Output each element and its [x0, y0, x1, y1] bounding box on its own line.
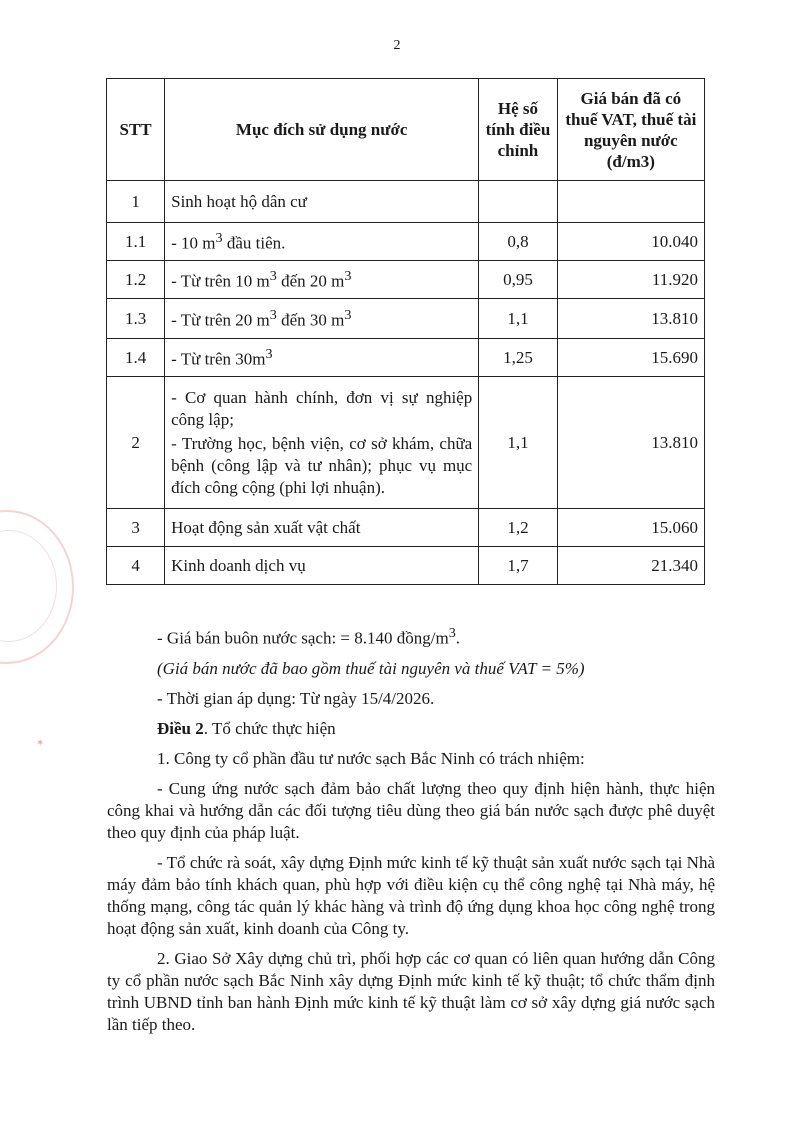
row-stt: 1.2 [107, 261, 165, 299]
table-row [107, 547, 705, 585]
purpose-line: - Cơ quan hành chính, đơn vị sự nghiệp công lập; [171, 387, 473, 429]
row-coefficient: 1,7 [479, 547, 557, 585]
ink-speck-icon: ✶ [36, 738, 45, 749]
superscript: 3 [269, 306, 277, 323]
row-price: 11.920 [557, 261, 704, 299]
row-stt: 1.3 [107, 299, 165, 339]
superscript: 3 [448, 625, 456, 641]
header-stt: STT [107, 79, 165, 181]
purpose-text: - Từ trên 20 m [171, 310, 270, 330]
water-price-table [106, 78, 705, 585]
purpose-text: - Từ trên 30m [171, 349, 266, 369]
table-row [107, 299, 705, 339]
row-purpose [165, 299, 479, 339]
row-price: 13.810 [557, 377, 704, 509]
purpose-text: đến 30 m [276, 310, 345, 330]
wholesale-text: . [455, 628, 461, 648]
row-stt: 3 [107, 509, 165, 547]
article-2-label: Điều 2 [157, 718, 204, 738]
row-coefficient: 1,1 [479, 377, 557, 509]
purpose-text: đầu tiên. [222, 233, 286, 253]
purpose-text: - Từ trên 10 m [171, 271, 270, 291]
row-stt: 2 [107, 377, 165, 509]
row-purpose [165, 377, 479, 509]
row-purpose [165, 339, 479, 377]
row-price: 13.810 [557, 299, 704, 339]
row-stt: 1.1 [107, 223, 165, 261]
table-row [107, 377, 705, 509]
table-row [107, 339, 705, 377]
row-coefficient: 0,8 [479, 223, 557, 261]
item-2: 2. Giao Sở Xây dựng chủ trì, phối hợp các cơ quan có liên quan hướng dẫn Công ty cổ phần nước sạch Bắc Ninh xây dựng Định mức kinh tế kỹ thuật; tổ chức thẩm định trình UBND tỉnh ban hành Định mức kinh tế kỹ thuật làm cơ sở xây dựng giá nước sạch lần tiếp theo. [107, 948, 715, 1034]
row-coefficient: 0,95 [479, 261, 557, 299]
row-coefficient: 1,25 [479, 339, 557, 377]
item-1: 1. Công ty cổ phần đầu tư nước sạch Bắc Ninh có trách nhiệm: [157, 748, 585, 768]
superscript: 3 [215, 229, 223, 246]
table-row [107, 223, 705, 261]
row-price: 15.690 [557, 339, 704, 377]
row-price [557, 181, 704, 223]
row-stt: 1 [107, 181, 165, 223]
effective-date: - Thời gian áp dụng: Từ ngày 15/4/2026. [157, 688, 435, 708]
table-row [107, 509, 705, 547]
table-row [107, 181, 705, 223]
body-text [107, 622, 715, 1044]
purpose-text: đến 20 m [276, 271, 345, 291]
header-purpose: Mục đích sử dụng nước [165, 79, 479, 181]
superscript: 3 [344, 306, 352, 323]
row-price: 21.340 [557, 547, 704, 585]
article-2-heading [107, 718, 715, 740]
row-purpose: Kinh doanh dịch vụ [165, 547, 479, 585]
row-coefficient [479, 181, 557, 223]
table-row [107, 261, 705, 299]
article-2-title: . Tổ chức thực hiện [203, 718, 336, 738]
superscript: 3 [265, 345, 273, 362]
row-coefficient: 1,1 [479, 299, 557, 339]
row-coefficient: 1,2 [479, 509, 557, 547]
price-note: (Giá bán nước đã bao gồm thuế tài nguyên và thuế VAT = 5%) [157, 658, 585, 678]
wholesale-price-line [107, 622, 715, 650]
header-price: Giá bán đã có thuế VAT, thuế tài nguyên nước (đ/m3) [557, 79, 704, 181]
row-purpose: Sinh hoạt hộ dân cư [165, 181, 479, 223]
header-coefficient: Hệ số tính điều chỉnh [479, 79, 557, 181]
row-price: 10.040 [557, 223, 704, 261]
table-header-row [107, 79, 705, 181]
item-1a: - Cung ứng nước sạch đảm bảo chất lượng theo quy định hiện hành, thực hiện công khai và hướng dẫn các đối tượng tiêu dùng theo giá bán nước sạch được phê duyệt theo quy định của pháp luật. [107, 778, 715, 842]
superscript: 3 [344, 267, 352, 284]
page-number: 2 [393, 38, 401, 53]
wholesale-text: - Giá bán buôn nước sạch: = 8.140 đồng/m [157, 628, 449, 648]
item-1b: - Tổ chức rà soát, xây dựng Định mức kinh tế kỹ thuật sản xuất nước sạch tại Nhà máy đảm bảo tính khách quan, phù hợp với điều kiện cụ thể công nghệ tại Nhà máy, hệ thống mạng, công tác quản lý khác hàng và trình độ ứng dụng khoa học công nghệ trong hoạt động sản xuất, kinh doanh của Công ty. [107, 852, 715, 938]
purpose-line: - Trường học, bệnh viện, cơ sở khám, chữa bệnh (công lập và tư nhân); phục vụ mục đích công cộng (phi lợi nhuận). [171, 433, 473, 497]
superscript: 3 [269, 267, 277, 284]
row-stt: 1.4 [107, 339, 165, 377]
row-purpose [165, 223, 479, 261]
purpose-text: - 10 m [171, 233, 216, 253]
row-purpose: Hoạt động sản xuất vật chất [165, 509, 479, 547]
row-stt: 4 [107, 547, 165, 585]
row-price: 15.060 [557, 509, 704, 547]
row-purpose [165, 261, 479, 299]
